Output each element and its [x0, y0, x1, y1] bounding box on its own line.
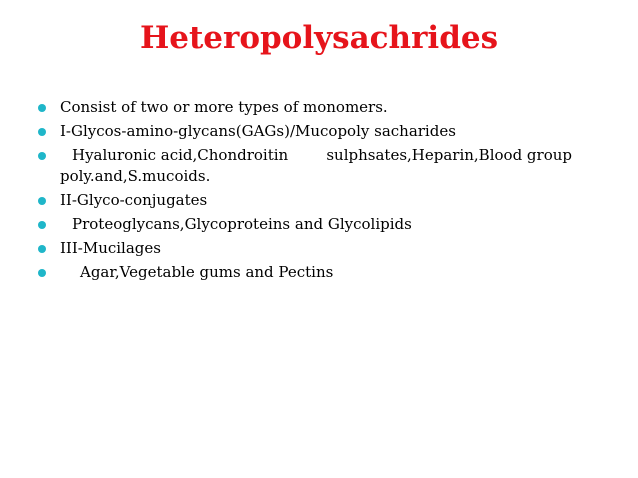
bullet-text: I-Glycos-amino-glycans(GAGs)/Mucopoly sacharides	[60, 122, 456, 140]
bullet-dot-icon	[38, 221, 46, 229]
bullet-text: Consist of two or more types of monomers.	[60, 98, 388, 116]
bullet-dot-icon	[38, 197, 46, 205]
bullet-dot-icon	[38, 152, 46, 160]
bullet-dot-icon	[38, 104, 46, 112]
bullet-item	[38, 97, 628, 118]
bullet-item	[38, 238, 628, 259]
bullet-list	[38, 97, 628, 286]
bullet-text: Proteoglycans,Glycoproteins and Glycolipids	[72, 215, 412, 233]
bullet-dot-icon	[38, 245, 46, 253]
bullet-item	[38, 190, 628, 211]
bullet-text: Agar,Vegetable gums and Pectins	[80, 263, 334, 281]
bullet-text: III-Mucilages	[60, 239, 161, 257]
bullet-item	[38, 262, 628, 283]
bullet-continuation-text: poly.and,S.mucoids.	[60, 167, 211, 185]
bullet-dot-icon	[38, 128, 46, 136]
bullet-dot-icon	[38, 269, 46, 277]
bullet-text: II-Glyco-conjugates	[60, 191, 208, 209]
bullet-item	[38, 214, 628, 235]
bullet-item	[38, 145, 628, 187]
bullet-item	[38, 121, 628, 142]
bullet-text: Hyaluronic acid,Chondroitin sulphsates,Heparin,Blood group	[72, 146, 573, 164]
slide-title: Heteropolysachrides	[139, 20, 499, 56]
